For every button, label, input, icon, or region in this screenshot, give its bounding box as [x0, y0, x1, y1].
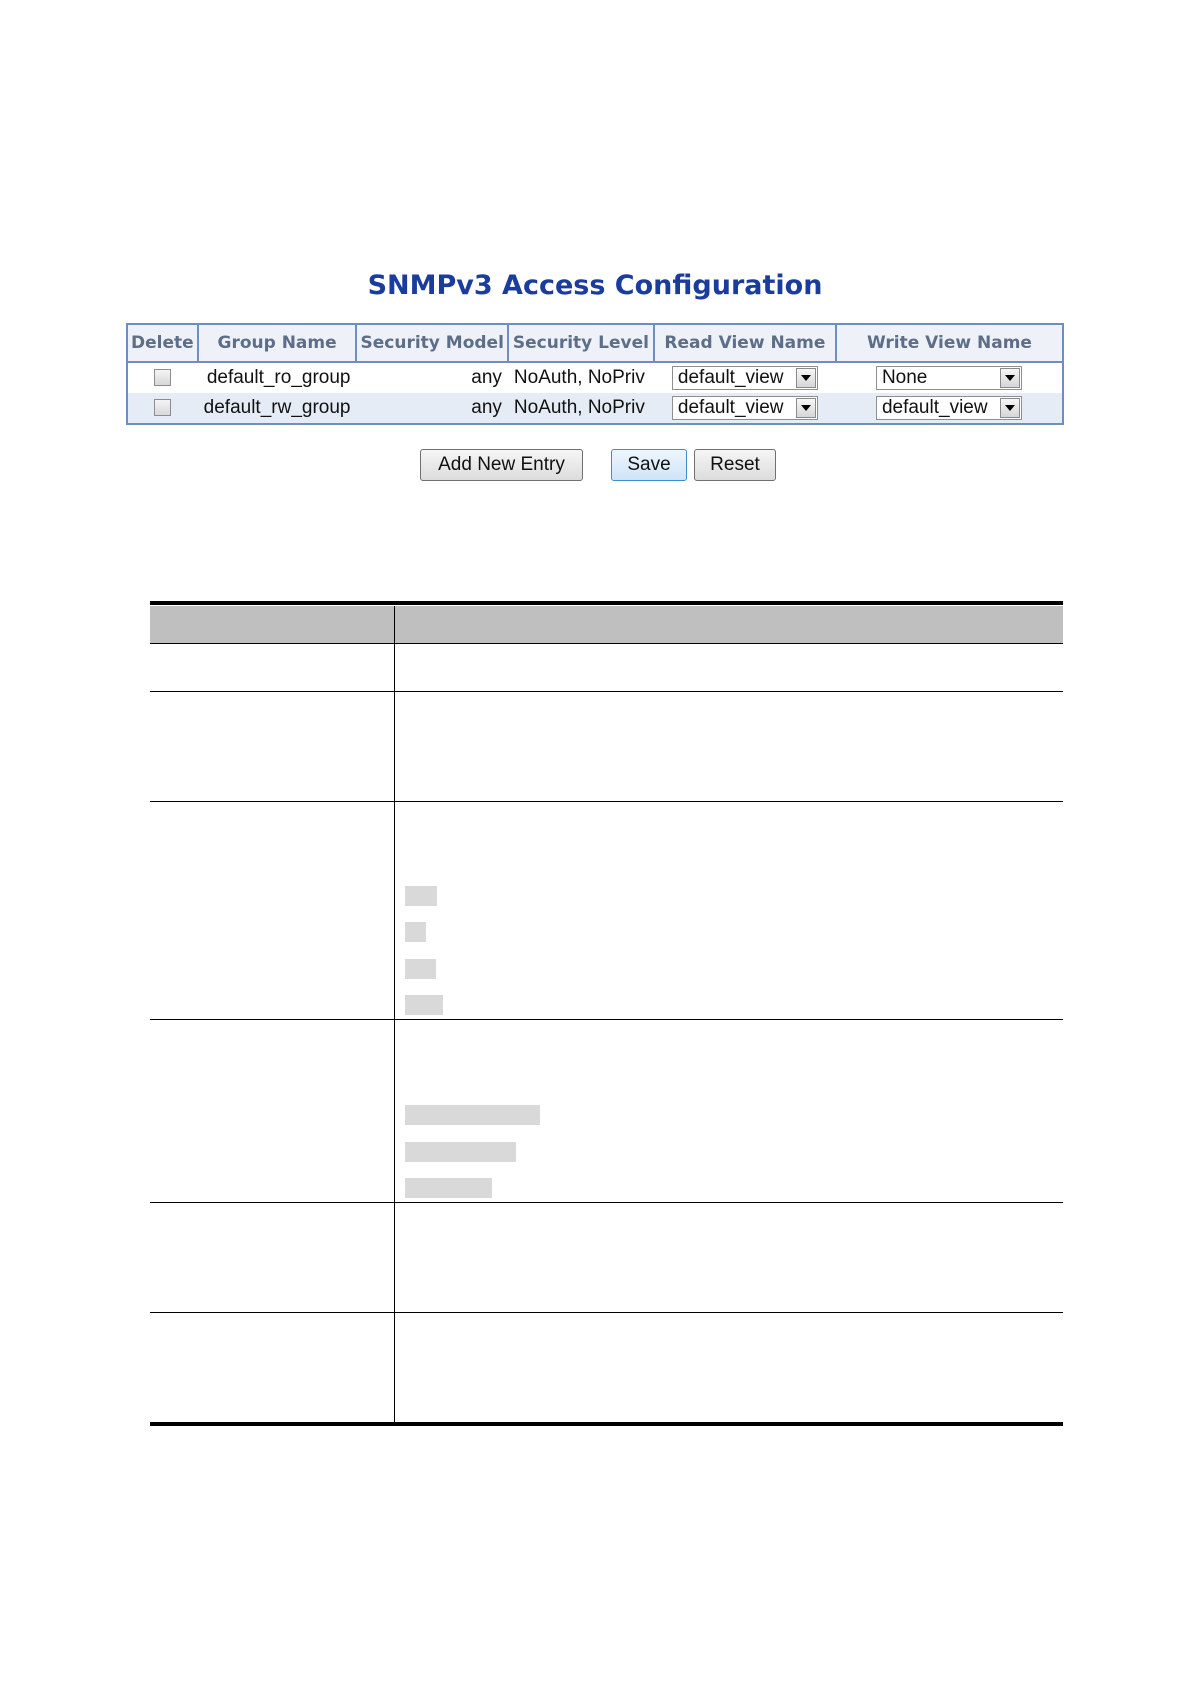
security-level-cell: NoAuth, NoPriv	[508, 362, 654, 393]
table-header-band	[150, 606, 1063, 643]
header-read-view-name: Read View Name	[654, 324, 836, 362]
read-view-value: default_view	[677, 397, 784, 418]
parameter-description-table	[150, 601, 1063, 1437]
delete-cell	[127, 393, 198, 424]
write-view-select[interactable]	[876, 366, 1022, 390]
row-divider	[150, 1312, 1063, 1313]
row-divider	[150, 643, 1063, 644]
chevron-down-icon[interactable]	[1000, 368, 1020, 388]
row-divider	[150, 691, 1063, 692]
header-security-level: Security Level	[508, 324, 654, 362]
page-title: SNMPv3 Access Configuration	[367, 270, 823, 301]
read-view-select[interactable]	[672, 396, 818, 420]
chevron-down-icon[interactable]	[796, 398, 816, 418]
reset-button[interactable]: Reset	[694, 449, 776, 481]
table-bottom-rule	[150, 1422, 1063, 1426]
header-group-name: Group Name	[198, 324, 357, 362]
chevron-down-icon[interactable]	[1000, 398, 1020, 418]
write-view-cell	[836, 393, 1063, 424]
row-divider	[150, 801, 1063, 802]
snmpv3-access-table	[126, 323, 1064, 425]
write-view-select[interactable]	[876, 396, 1022, 420]
delete-cell	[127, 362, 198, 393]
delete-checkbox[interactable]	[154, 399, 171, 416]
add-new-entry-button[interactable]: Add New Entry	[420, 449, 583, 481]
redacted-text	[405, 922, 426, 942]
read-view-select[interactable]	[672, 366, 818, 390]
redacted-text	[405, 1142, 516, 1162]
column-divider	[394, 606, 395, 1422]
delete-checkbox[interactable]	[154, 369, 171, 386]
table-top-rule	[150, 601, 1063, 605]
security-level-cell: NoAuth, NoPriv	[508, 393, 654, 424]
header-security-model: Security Model	[356, 324, 507, 362]
read-view-cell	[654, 362, 836, 393]
header-delete: Delete	[127, 324, 198, 362]
redacted-text	[405, 995, 443, 1015]
header-write-view-name: Write View Name	[836, 324, 1063, 362]
write-view-value: None	[881, 367, 928, 388]
security-model-cell: any	[356, 393, 507, 424]
table-header-row	[127, 324, 1063, 362]
row-divider	[150, 1202, 1063, 1203]
write-view-cell	[836, 362, 1063, 393]
table-row	[127, 362, 1063, 393]
chevron-down-icon[interactable]	[796, 368, 816, 388]
redacted-text	[405, 959, 436, 979]
table-row	[127, 393, 1063, 424]
group-name-cell: default_rw_group	[198, 393, 357, 424]
row-divider	[150, 1019, 1063, 1020]
write-view-value: default_view	[881, 397, 988, 418]
redacted-text	[405, 886, 437, 906]
group-name-cell: default_ro_group	[198, 362, 357, 393]
read-view-cell	[654, 393, 836, 424]
save-button[interactable]: Save	[611, 449, 687, 481]
redacted-text	[405, 1178, 492, 1198]
redacted-text	[405, 1105, 540, 1125]
read-view-value: default_view	[677, 367, 784, 388]
security-model-cell: any	[356, 362, 507, 393]
